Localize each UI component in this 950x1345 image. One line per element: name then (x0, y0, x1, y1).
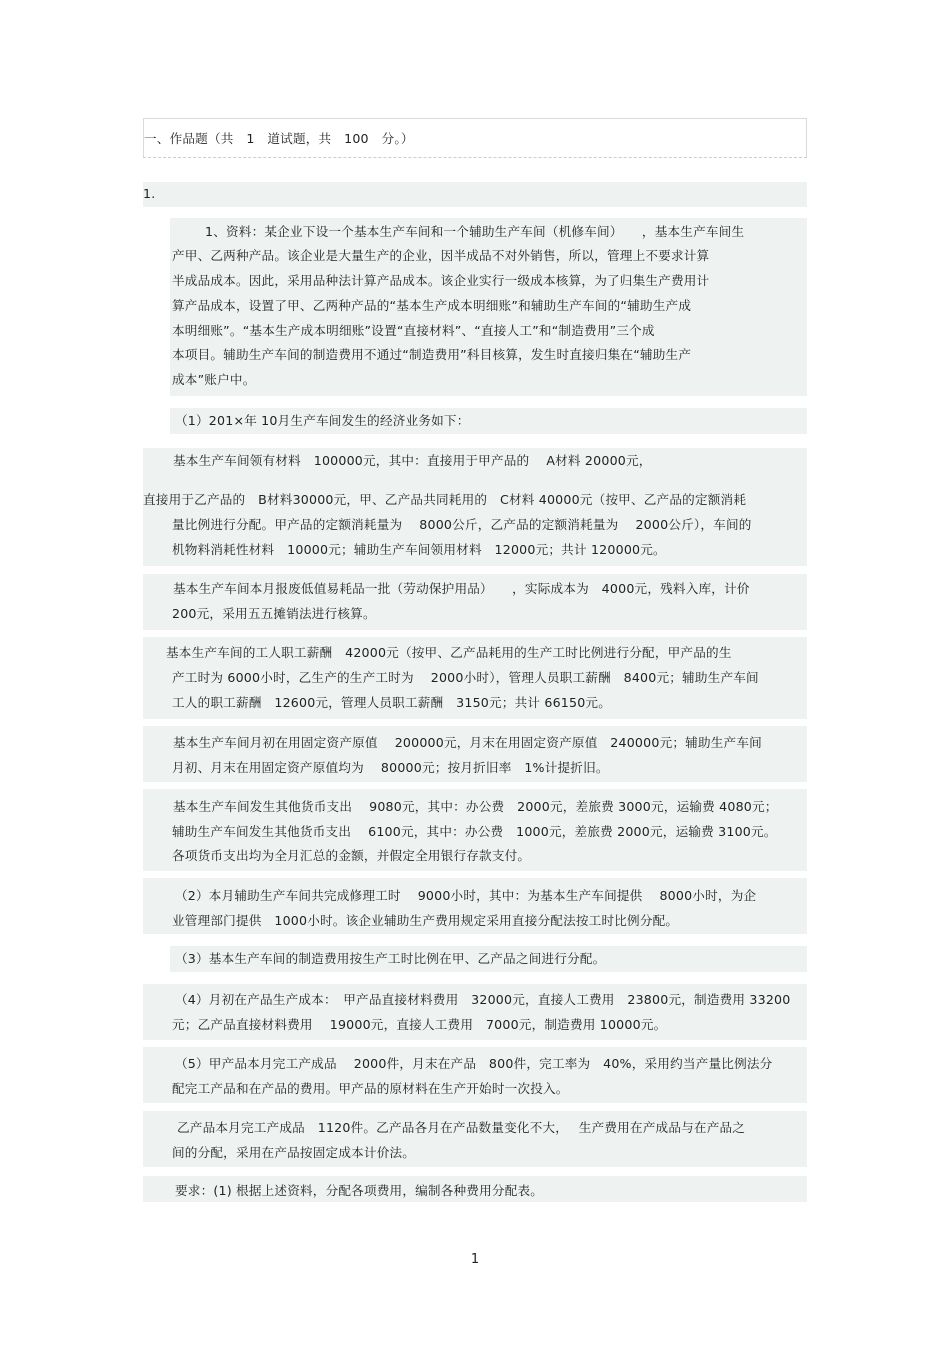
text-line: 量比例进行分配。甲产品的定额消耗量为 8000公斤，乙产品的定额消耗量为 2000公斤），车间的 (172, 517, 752, 532)
text-line: 产工时为 6000小时，乙生产的生产工时为 2000小时），管理人员职工薪酬 8400元；辅助生产车间 (172, 670, 759, 685)
text-line: 半成品成本。因此，采用品种法计算产品成本。该企业实行一级成本核算，为了归集生产费用计 (172, 273, 710, 288)
text-line: （4）月初在产品生产成本： 甲产品直接材料费用 32000元，直接人工费用 23800元，制造费用 33200 (175, 992, 791, 1007)
item1-heading: （1）201×年 10月生产车间发生的经济业务如下： (175, 413, 470, 428)
text-line: 配完工产品和在产品的费用。甲产品的原材料在生产开始时一次投入。 (172, 1081, 569, 1096)
text-line: 基本生产车间领有材料 100000元，其中：直接用于甲产品的 A材料 20000元， (173, 453, 652, 468)
section-header: 一、作品题（共 1 道试题，共 100 分。） (144, 131, 414, 146)
text-line: （2）本月辅助生产车间共完成修理工时 9000小时，其中：为基本生产车间提供 8000小时，为企 (175, 888, 757, 903)
text-line: （5）甲产品本月完工产成品 2000件，月末在产品 800件，完工率为 40%，采用约当产量比例法分 (175, 1056, 773, 1071)
text-line: 元；乙产品直接材料费用 19000元，直接人工费用 7000元，制造费用 10000元。 (172, 1017, 667, 1032)
text-line: 基本生产车间本月报废低值易耗品一批（劳动保护用品） ，实际成本为 4000元，残料入库，计价 (173, 581, 750, 596)
text-line: 直接用于乙产品的 B材料30000元，甲、乙产品共同耗用的 C材料 40000元（按甲、乙产品的定额消耗 (143, 492, 747, 507)
text-line: 业管理部门提供 1000小时。该企业辅助生产费用规定采用直接分配法按工时比例分配。 (172, 913, 679, 928)
text-line: 本明细账”。“基本生产成本明细账”设置“直接材料”、“直接人工”和“制造费用”三个成 (172, 323, 655, 338)
text-line: 乙产品本月完工产成品 1120件。乙产品各月在产品数量变化不大， 生产费用在产成品与在产品之 (177, 1120, 746, 1135)
text-line: 基本生产车间月初在用固定资产原值 200000元，月末在用固定资产原值 240000元；辅助生产车间 (173, 735, 762, 750)
text-line: 成本”账户中。 (172, 372, 256, 387)
question-number-box (143, 182, 807, 207)
text-line: 本项目。辅助生产车间的制造费用不通过“制造费用”科目核算，发生时直接归集在“辅助生产 (172, 347, 692, 362)
requirement-paragraph: 要求：(1) 根据上述资料，分配各项费用，编制各种费用分配表。 (175, 1183, 544, 1198)
page-number: 1 (470, 1252, 480, 1267)
section-divider (143, 157, 807, 158)
text-line: 月初、月末在用固定资产原值均为 80000元；按月折旧率 1%计提折旧。 (172, 760, 609, 775)
text-line: 工人的职工薪酬 12600元，管理人员职工薪酬 3150元；共计 66150元。 (172, 695, 612, 710)
text-line: 基本生产车间发生其他货币支出 9080元，其中：办公费 2000元，差旅费 3000元，运输费 4080元； (173, 799, 778, 814)
text-line: 辅助生产车间发生其他货币支出 6100元，其中：办公费 1000元，差旅费 2000元，运输费 3100元。 (172, 824, 777, 839)
text-line: 间的分配，采用在产品按固定成本计价法。 (172, 1145, 416, 1160)
question-number: 1. (143, 186, 156, 201)
text-line: 产甲、乙两种产品。该企业是大量生产的企业，因半成品不对外销售，所以，管理上不要求计算 (172, 248, 710, 263)
text-line: 算产品成本，设置了甲、乙两种产品的“基本生产成本明细账”和辅助生产车间的“辅助生产成 (172, 298, 692, 313)
text-line: 200元，采用五五摊销法进行核算。 (172, 606, 376, 621)
text-line: 机物料消耗性材料 10000元；辅助生产车间领用材料 12000元；共计 120000元。 (172, 542, 666, 557)
text-line: 基本生产车间的工人职工薪酬 42000元（按甲、乙产品耗用的生产工时比例进行分配，甲产品的生 (166, 645, 732, 660)
item3-paragraph: （3）基本生产车间的制造费用按生产工时比例在甲、乙产品之间进行分配。 (175, 951, 606, 966)
text-line: 1、资料：某企业下设一个基本生产车间和一个辅助生产车间（机修车间） ，基本生产车间生 (205, 224, 745, 239)
text-line: 各项货币支出均为全月汇总的金额，并假定全用银行存款支付。 (172, 848, 531, 863)
